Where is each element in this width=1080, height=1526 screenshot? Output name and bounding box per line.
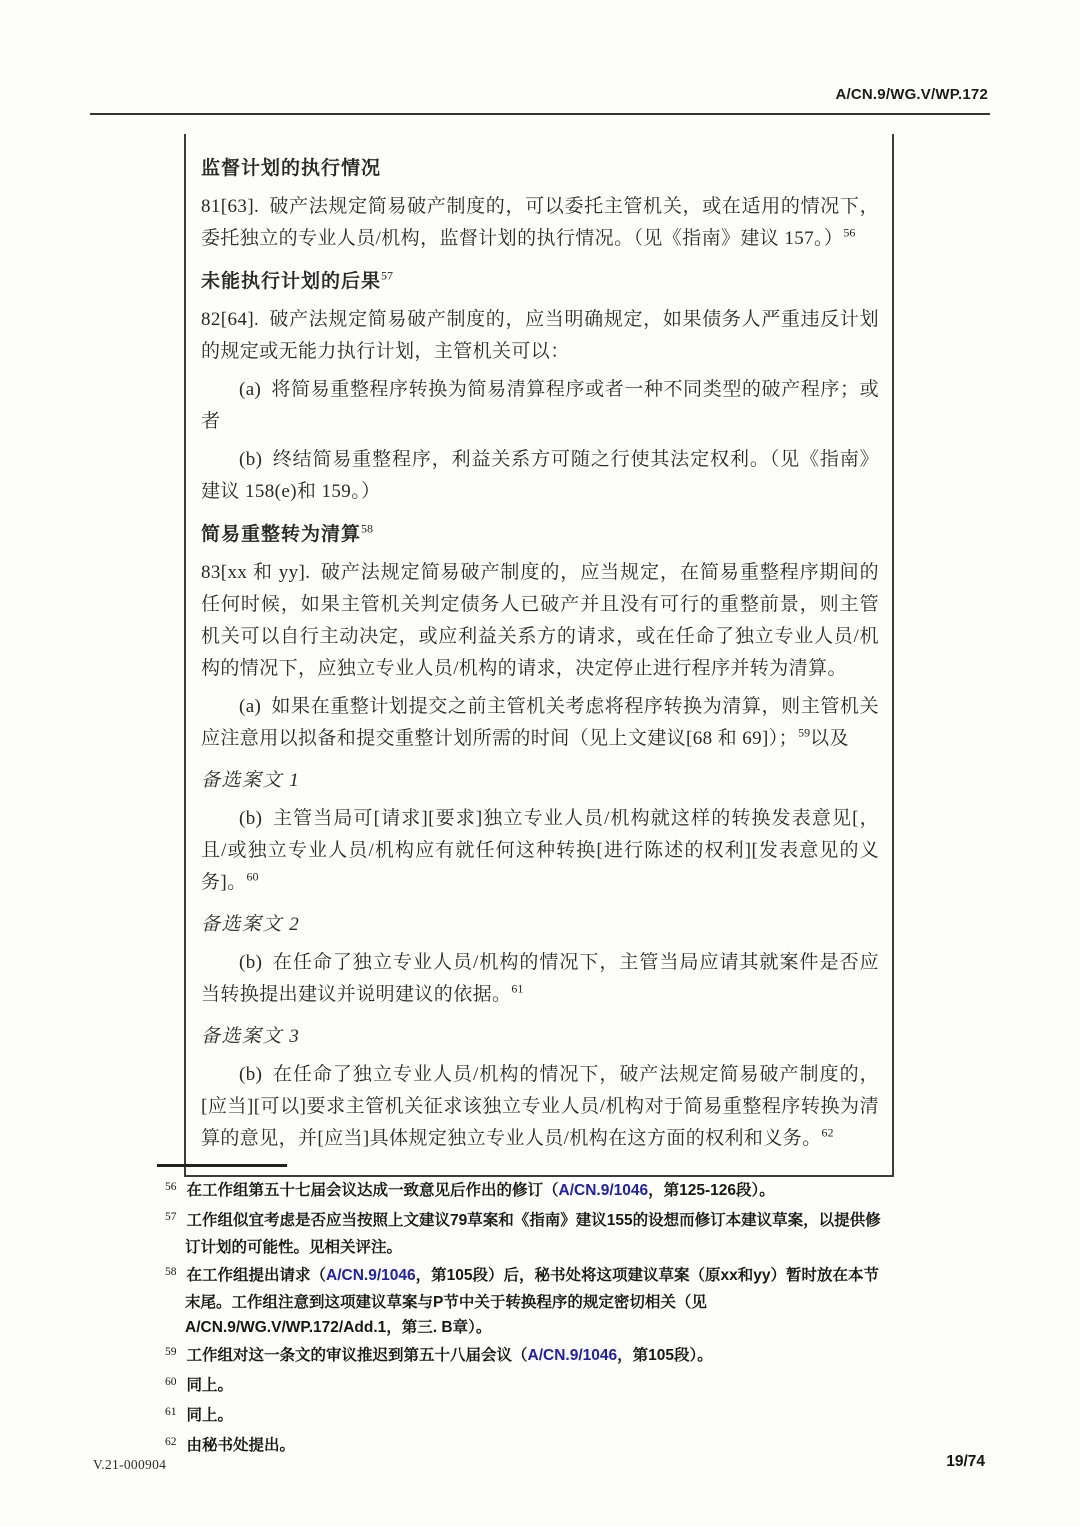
footnote-number: 58 [165,1266,177,1278]
footnote-item [155,1373,885,1400]
paragraph-text-after: 以及 [810,728,849,749]
footnote-number: 62 [165,1436,177,1448]
footnote-text: 同上。 [186,1377,234,1394]
footnote-ref: 61 [511,981,524,996]
heading-text: 监督计划的执行情况 [201,158,382,179]
footnote-item [155,1178,885,1205]
footnote-ref: 60 [246,869,259,884]
footnote-text: 由秘书处提出。 [186,1437,296,1454]
alternative-text-label [201,909,879,941]
footnote-ref: 56 [843,225,856,240]
heading-text: 未能执行计划的后果 [201,271,382,292]
paragraph-text: (b) 主管当局可[请求][要求]独立专业人员/机构就这样的转换发表意见[，且/或独立专业人员/机构应有就任何这种转换[进行陈述的权利][发表意见的义务]。 [201,808,879,893]
heading-text: 简易重整转为清算 [201,524,362,545]
paragraph-text: (b) 终结简易重整程序，利益关系方可随之行使其法定权利。（见《指南》建议 158(e)和 159。） [201,449,879,502]
paragraph-text: (b) 在任命了独立专业人员/机构的情况下，主管当局应请其就案件是否应当转换提出建议并说明建议的依据。 [201,952,879,1005]
footnote-item [155,1343,885,1370]
footnote-text: 工作组对这一条文的审议推迟到第五十八届会议（ [186,1347,528,1364]
subparagraph [201,803,879,899]
body-paragraph [201,557,879,685]
footnote-text: 在工作组提出请求（ [186,1267,327,1284]
document-number: V.21-000904 [93,1457,167,1472]
paragraph-text: (a) 如果在重整计划提交之前主管机关考虑将程序转换为清算，则主管机关应注意用以拟备和提交重整计划所需的时间（见上文建议[68 和 69]）； [201,696,879,749]
document-link[interactable]: A/CN.9/1046 [558,1182,649,1199]
paragraph-text: 82[64]. 破产法规定简易破产制度的，应当明确规定，如果债务人严重违反计划的规定或无能力执行计划，主管机关可以： [201,309,879,362]
footnote-item [155,1208,885,1260]
footnote-number: 57 [165,1211,177,1223]
footnote-text-after: ，第105段）后，秘书处将这项建议草案（原xx和yy）暂时放在本节末尾。工作组注意到这项建议草案与P节中关于转换程序的规定密切相关（见 A/CN.9/WG.V/WP.172/Add.1，第三. B章）。 [185,1267,879,1336]
label-text: 备选案文 3 [201,1026,301,1047]
section-heading [201,519,879,551]
footnote-item [155,1433,885,1460]
subparagraph [201,947,879,1011]
footnote-number: 60 [165,1376,177,1388]
body-paragraph [201,304,879,368]
footnote-number: 56 [165,1181,177,1193]
header-rule [90,113,990,115]
subparagraph [201,691,879,755]
footnote-ref: 57 [381,268,394,283]
label-text: 备选案文 1 [201,770,301,791]
subparagraph [201,1059,879,1155]
section-heading [201,153,879,185]
footnotes-section [155,1164,885,1463]
document-link[interactable]: A/CN.9/1046 [326,1267,416,1284]
footnote-ref: 62 [821,1125,834,1140]
paragraph-text: 81[63]. 破产法规定简易破产制度的，可以委托主管机关，或在适用的情况下，委托独立的专业人员/机构，监督计划的执行情况。（见《指南》建议 157。） [201,196,879,249]
document-symbol: A/CN.9/WG.V/WP.172 [835,86,988,103]
subparagraph [201,374,879,438]
paragraph-text: 83[xx 和 yy]. 破产法规定简易破产制度的，应当规定，在简易重整程序期间的任何时候，如果主管机关判定债务人已破产并且没有可行的重整前景，则主管机关可以自行主动决定，或应利益关系方的请求，或在任命了独立专业人员/机构的情况下，应独立专业人员/机构的请求，决定停止进行程序并转为清算。 [201,562,879,679]
footnote-separator [157,1164,287,1167]
footnote-item [155,1263,885,1340]
footnote-ref: 58 [361,521,374,536]
footnote-number: 61 [165,1406,177,1418]
paragraph-text: (a) 将简易重整程序转换为简易清算程序或者一种不同类型的破产程序；或者 [201,379,879,432]
footnote-text: 同上。 [186,1407,234,1424]
section-heading [201,266,879,298]
footnote-text-after: ，第125-126段）。 [648,1182,775,1199]
draft-recommendations-box [184,134,894,1177]
footnote-text: 工作组似宜考虑是否应当按照上文建议79草案和《指南》建议155的设想而修订本建议草案，以提供修订计划的可能性。见相关评注。 [185,1212,881,1256]
alternative-text-label [201,765,879,797]
alternative-text-label [201,1021,879,1053]
document-link[interactable]: A/CN.9/1046 [527,1347,618,1364]
footnote-ref: 59 [798,725,811,740]
paragraph-text: (b) 在任命了独立专业人员/机构的情况下，破产法规定简易破产制度的，[应当][可以]要求主管机关征求该独立专业人员/机构对于简易重整程序转换为清算的意见，并[应当]具体规定独立专业人员/机构在这方面的权利和义务。 [201,1064,879,1149]
footnote-item [155,1403,885,1430]
footnote-number: 59 [165,1346,177,1358]
subparagraph [201,444,879,508]
body-paragraph [201,191,879,255]
label-text: 备选案文 2 [201,914,301,935]
footnote-text-after: ，第105段）。 [617,1347,713,1364]
footnote-text: 在工作组第五十七届会议达成一致意见后作出的修订（ [186,1182,559,1199]
page-number: 19/74 [946,1453,985,1470]
